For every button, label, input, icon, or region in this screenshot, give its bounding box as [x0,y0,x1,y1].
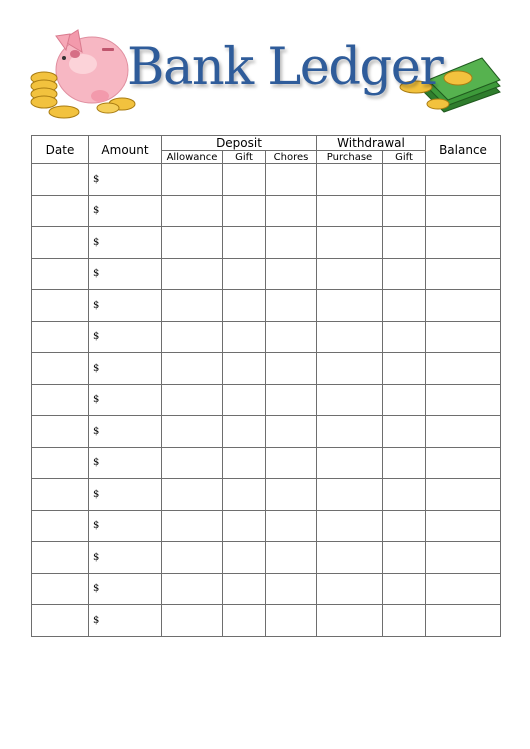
withdrawal-gift-cell[interactable] [383,510,426,542]
balance-cell[interactable] [426,447,501,479]
amount-cell[interactable]: $ [89,258,162,290]
purchase-cell[interactable] [317,542,383,574]
withdrawal-gift-cell[interactable] [383,416,426,448]
table-row [32,290,501,322]
balance-cell[interactable] [426,227,501,259]
chores-cell[interactable] [266,573,317,605]
withdrawal-gift-cell[interactable] [383,542,426,574]
date-cell[interactable] [32,542,89,574]
date-cell[interactable] [32,416,89,448]
amount-cell[interactable]: $ [89,353,162,385]
allowance-cell[interactable] [162,290,223,322]
deposit-gift-cell[interactable] [223,353,266,385]
table-row [32,510,501,542]
allowance-cell[interactable] [162,227,223,259]
purchase-cell[interactable] [317,227,383,259]
withdrawal-gift-cell[interactable] [383,384,426,416]
deposit-gift-cell[interactable] [223,573,266,605]
deposit-gift-cell[interactable] [223,447,266,479]
purchase-cell[interactable] [317,321,383,353]
date-cell[interactable] [32,290,89,322]
table-row [32,195,501,227]
deposit-gift-cell[interactable] [223,605,266,637]
chores-cell[interactable] [266,290,317,322]
purchase-cell[interactable] [317,384,383,416]
date-cell[interactable] [32,227,89,259]
amount-cell[interactable]: $ [89,416,162,448]
deposit-gift-cell[interactable] [223,510,266,542]
date-cell[interactable] [32,258,89,290]
chores-cell[interactable] [266,447,317,479]
chores-cell[interactable] [266,321,317,353]
date-cell[interactable] [32,447,89,479]
balance-cell[interactable] [426,510,501,542]
balance-cell[interactable] [426,542,501,574]
table-row [32,573,501,605]
date-cell[interactable] [32,353,89,385]
allowance-cell[interactable] [162,353,223,385]
deposit-gift-cell[interactable] [223,416,266,448]
table-row [32,321,501,353]
withdrawal-gift-cell[interactable] [383,290,426,322]
column-header-withdrawal-gift: Gift [383,151,426,164]
deposit-gift-cell[interactable] [223,227,266,259]
allowance-cell[interactable] [162,258,223,290]
purchase-cell[interactable] [317,416,383,448]
table-row [32,227,501,259]
table-row [32,416,501,448]
allowance-cell[interactable] [162,164,223,196]
balance-cell[interactable] [426,416,501,448]
withdrawal-gift-cell[interactable] [383,479,426,511]
purchase-cell[interactable] [317,573,383,605]
chores-cell[interactable] [266,605,317,637]
table-row [32,542,501,574]
chores-cell[interactable] [266,164,317,196]
column-header-amount: Amount [89,136,162,164]
deposit-gift-cell[interactable] [223,384,266,416]
table-row [32,447,501,479]
withdrawal-gift-cell[interactable] [383,227,426,259]
balance-cell[interactable] [426,479,501,511]
purchase-cell[interactable] [317,195,383,227]
column-header-balance: Balance [426,136,501,164]
date-cell[interactable] [32,195,89,227]
amount-cell[interactable]: $ [89,227,162,259]
table-row [32,164,501,196]
date-cell[interactable] [32,573,89,605]
withdrawal-gift-cell[interactable] [383,605,426,637]
purchase-cell[interactable] [317,510,383,542]
purchase-cell[interactable] [317,164,383,196]
table-row [32,258,501,290]
column-group-withdrawal: Withdrawal [317,136,426,151]
chores-cell[interactable] [266,258,317,290]
amount-cell[interactable]: $ [89,447,162,479]
deposit-gift-cell[interactable] [223,164,266,196]
allowance-cell[interactable] [162,195,223,227]
allowance-cell[interactable] [162,479,223,511]
date-cell[interactable] [32,605,89,637]
balance-cell[interactable] [426,321,501,353]
column-header-purchase: Purchase [317,151,383,164]
amount-cell[interactable]: $ [89,384,162,416]
allowance-cell[interactable] [162,573,223,605]
date-cell[interactable] [32,384,89,416]
deposit-gift-cell[interactable] [223,479,266,511]
piggy-bank-icon [56,30,128,103]
amount-cell[interactable]: $ [89,605,162,637]
withdrawal-gift-cell[interactable] [383,164,426,196]
purchase-cell[interactable] [317,258,383,290]
ledger-table [31,135,501,637]
deposit-gift-cell[interactable] [223,290,266,322]
amount-cell[interactable]: $ [89,321,162,353]
table-row [32,479,501,511]
date-cell[interactable] [32,321,89,353]
chores-cell[interactable] [266,416,317,448]
withdrawal-gift-cell[interactable] [383,258,426,290]
chores-cell[interactable] [266,384,317,416]
date-cell[interactable] [32,510,89,542]
withdrawal-gift-cell[interactable] [383,195,426,227]
column-header-date: Date [32,136,89,164]
balance-cell[interactable] [426,164,501,196]
deposit-gift-cell[interactable] [223,542,266,574]
column-header-deposit-gift: Gift [223,151,266,164]
withdrawal-gift-cell[interactable] [383,573,426,605]
balance-cell[interactable] [426,605,501,637]
column-group-deposit: Deposit [162,136,317,151]
allowance-cell[interactable] [162,447,223,479]
column-header-chores: Chores [266,151,317,164]
balance-cell[interactable] [426,258,501,290]
chores-cell[interactable] [266,479,317,511]
balance-cell[interactable] [426,290,501,322]
allowance-cell[interactable] [162,416,223,448]
purchase-cell[interactable] [317,605,383,637]
withdrawal-gift-cell[interactable] [383,447,426,479]
amount-cell[interactable]: $ [89,542,162,574]
chores-cell[interactable] [266,195,317,227]
purchase-cell[interactable] [317,479,383,511]
table-row [32,353,501,385]
withdrawal-gift-cell[interactable] [383,353,426,385]
allowance-cell[interactable] [162,542,223,574]
amount-cell[interactable]: $ [89,479,162,511]
balance-cell[interactable] [426,195,501,227]
amount-cell[interactable]: $ [89,164,162,196]
table-row [32,605,501,637]
allowance-cell[interactable] [162,384,223,416]
chores-cell[interactable] [266,542,317,574]
balance-cell[interactable] [426,353,501,385]
purchase-cell[interactable] [317,353,383,385]
date-cell[interactable] [32,164,89,196]
allowance-cell[interactable] [162,321,223,353]
chores-cell[interactable] [266,510,317,542]
page-title: Bank Ledger [127,38,443,97]
amount-cell[interactable]: $ [89,573,162,605]
chores-cell[interactable] [266,353,317,385]
withdrawal-gift-cell[interactable] [383,321,426,353]
allowance-cell[interactable] [162,510,223,542]
chores-cell[interactable] [266,227,317,259]
table-row [32,384,501,416]
date-cell[interactable] [32,479,89,511]
ledger-rows [32,164,501,637]
purchase-cell[interactable] [317,290,383,322]
balance-cell[interactable] [426,384,501,416]
deposit-gift-cell[interactable] [223,258,266,290]
balance-cell[interactable] [426,573,501,605]
deposit-gift-cell[interactable] [223,195,266,227]
allowance-cell[interactable] [162,605,223,637]
column-header-allowance: Allowance [162,151,223,164]
purchase-cell[interactable] [317,447,383,479]
amount-cell[interactable]: $ [89,510,162,542]
deposit-gift-cell[interactable] [223,321,266,353]
amount-cell[interactable]: $ [89,195,162,227]
amount-cell[interactable]: $ [89,290,162,322]
